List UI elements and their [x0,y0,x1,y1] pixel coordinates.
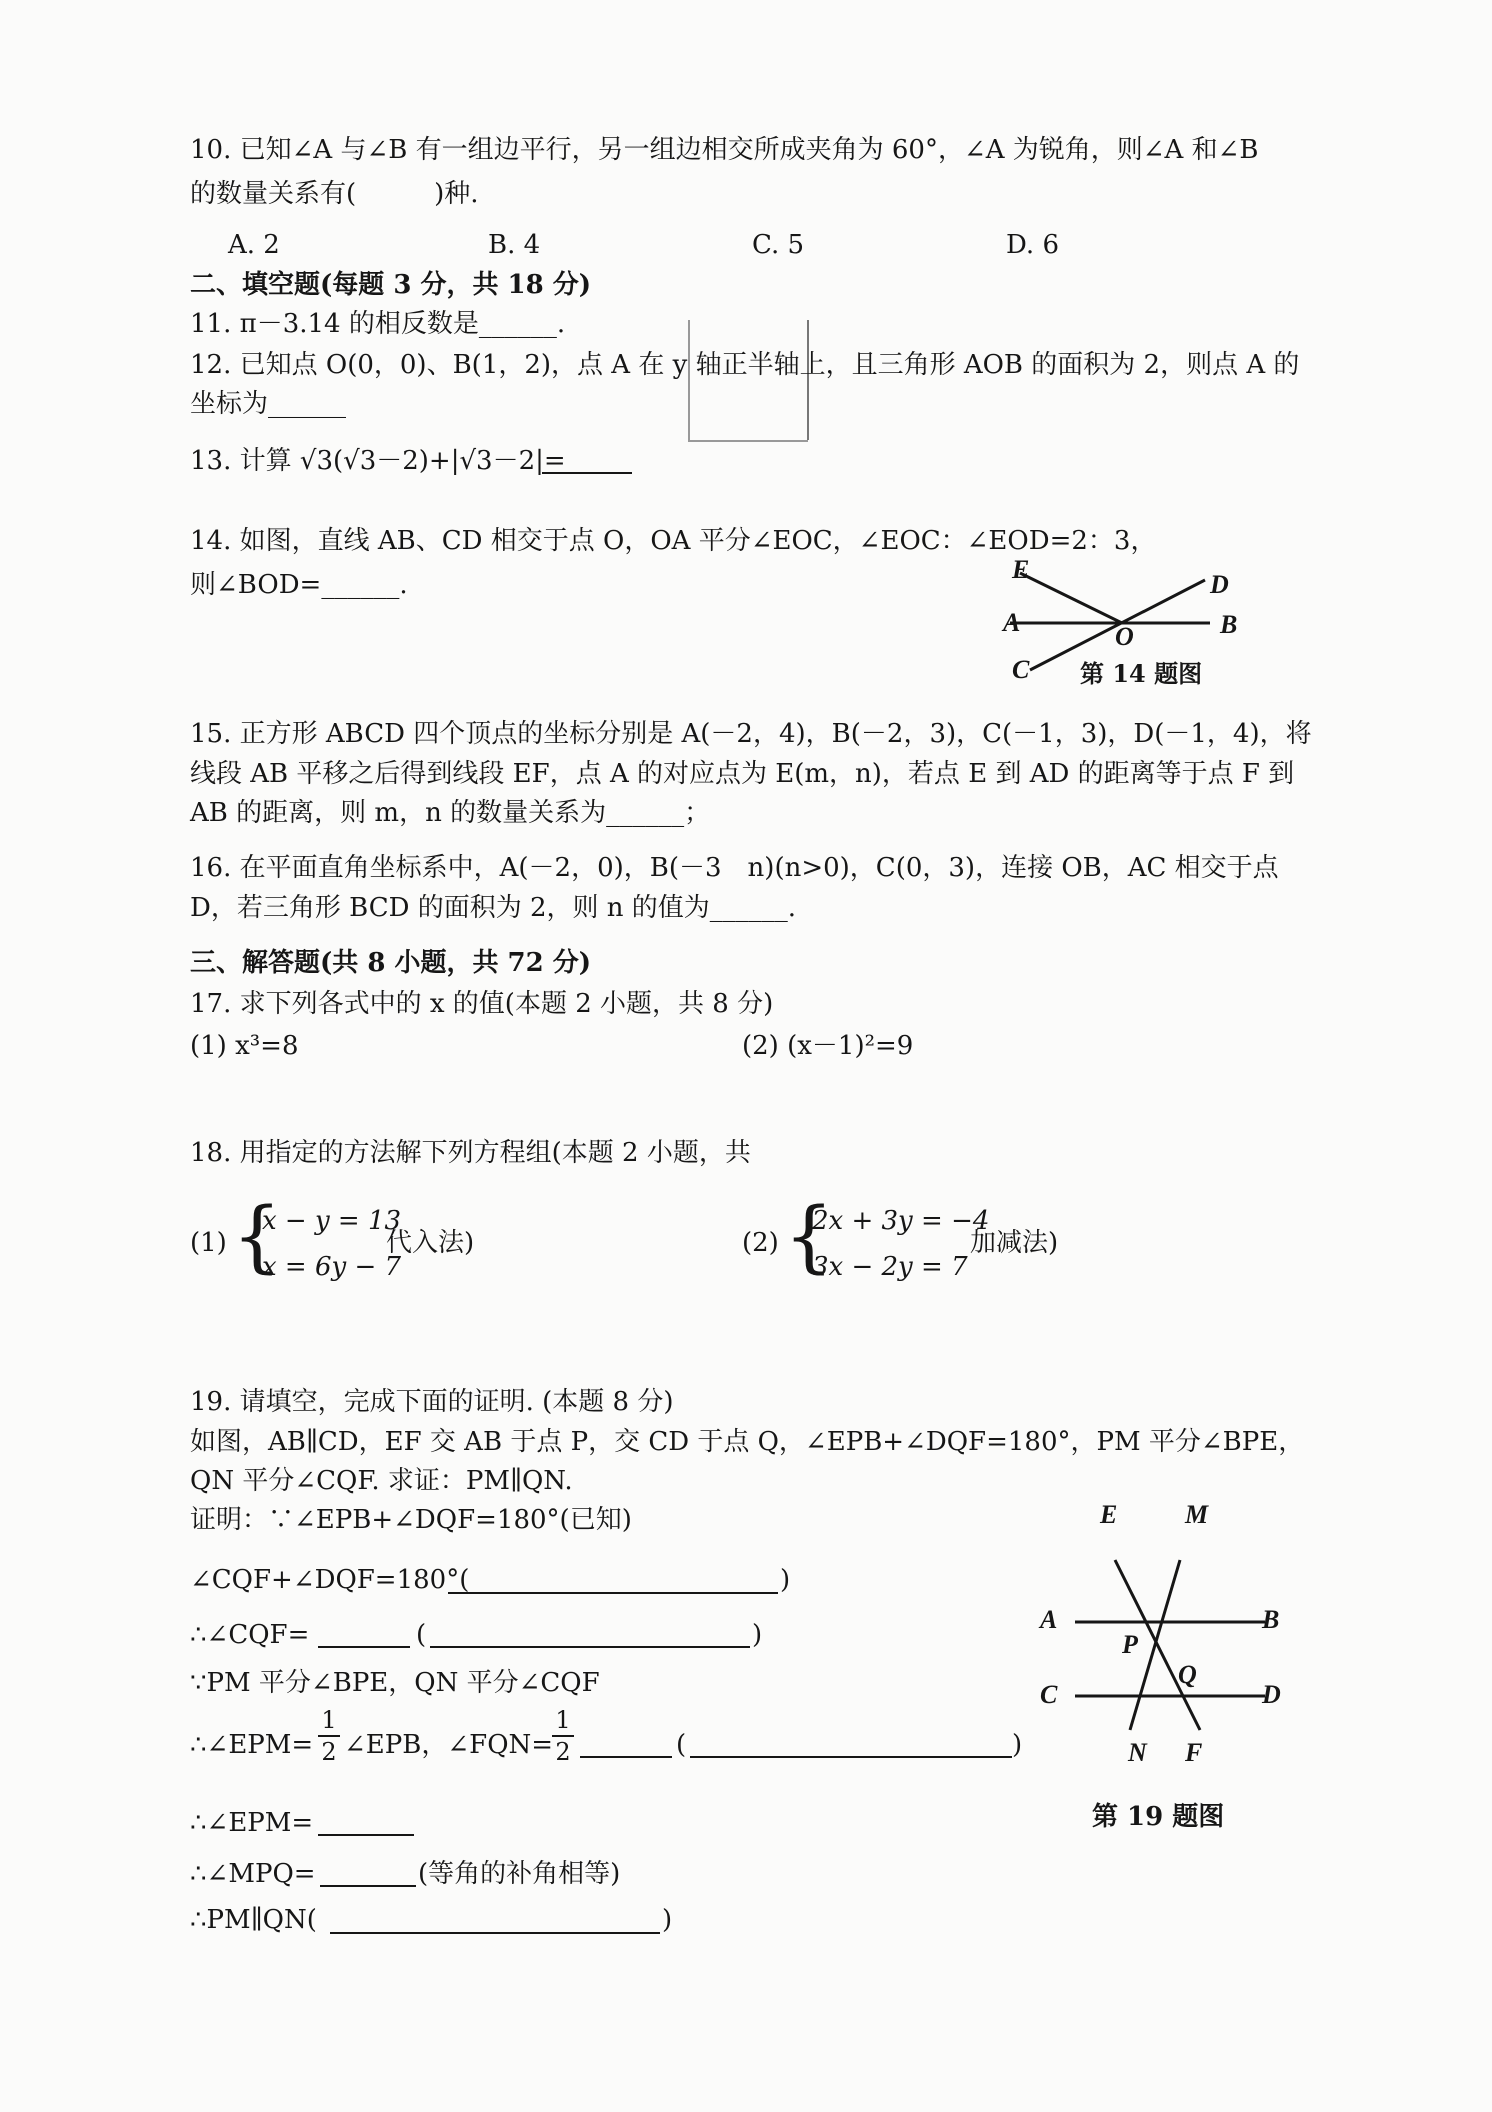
q18-p1-brace: { [232,1192,282,1282]
q18-p1-eq2: x = 6y − 7 [262,1252,402,1282]
q12-line1: 12. 已知点 O(0，0)、B(1，2)，点 A 在 y 轴正半轴上，且三角形 AOB 的面积为 2，则点 A 的 [190,350,1300,380]
q14-label-o: O [1115,622,1134,651]
q19-line7c: ( [676,1730,687,1760]
q19-blank-5a [318,1646,410,1648]
q19-fraction-half-2 [552,1706,574,1766]
q18-p2-method: 加减法) [970,1228,1059,1258]
q19-label-m: M [1185,1500,1209,1529]
q14-label-b: B [1220,610,1238,639]
q10-line2: 的数量关系有( )种. [190,179,479,209]
q19-line7a: ∴∠EPM= [190,1730,314,1760]
q19-line8: ∴∠EPM= [190,1808,314,1838]
q19-line6: ∵PM 平分∠BPE，QN 平分∠CQF [190,1668,600,1698]
q19-label-d: D [1262,1680,1281,1709]
q19-line4: ∠CQF+∠DQF=180°( [190,1565,470,1595]
q17-title: 17. 求下列各式中的 x 的值(本题 2 小题，共 8 分) [190,989,774,1019]
q19-blank-7b [690,1756,1012,1758]
q19-blank-4 [448,1592,778,1594]
q19-line7-close: ) [1012,1730,1023,1760]
q14-line1: 14. 如图，直线 AB、CD 相交于点 O，OA 平分∠EOC，∠EOC：∠EOD=2：3， [190,526,1157,556]
q19-label-c: C [1040,1680,1058,1709]
q10-option-c: C. 5 [752,230,805,260]
q19-label-a: A [1040,1605,1058,1634]
q18-p2-eq2: 3x − 2y = 7 [812,1252,968,1282]
q18-p2-number: (2) [742,1228,779,1258]
q15-line1: 15. 正方形 ABCD 四个顶点的坐标分别是 A(－2，4)，B(－2，3)，C(－1，3)，D(－1，4)，将 [190,719,1312,749]
q14-label-d: D [1210,570,1229,599]
q19-caption: 第 19 题图 [1092,1802,1225,1832]
q19-fraction-bar [552,1735,574,1737]
q19-title: 19. 请填空，完成下面的证明. (本题 8 分) [190,1387,674,1417]
q18-p2-eq1: 2x + 3y = −4 [812,1206,990,1236]
q19-label-f: F [1185,1738,1203,1767]
q19-line10-close: ) [662,1905,673,1935]
q19-line7b: ∠EPB，∠FQN= [344,1730,554,1760]
q14-caption: 第 14 题图 [1080,659,1203,688]
q19-label-q: Q [1178,1660,1197,1689]
q14-line2: 则∠BOD=______. [190,570,408,600]
q19-line1: 如图，AB∥CD，EF 交 AB 于点 P，交 CD 于点 Q，∠EPB+∠DQF=180°，PM 平分∠BPE， [190,1427,1305,1457]
q13: 13. 计算 √3(√3－2)+|√3－2|= [190,446,566,476]
q10-option-d: D. 6 [1006,230,1059,260]
q19-fraction-denominator: 2 [321,1738,337,1766]
q19-fraction-numerator: 1 [321,1706,337,1734]
q19-blank-8 [318,1834,414,1836]
q18-p1-number: (1) [190,1228,227,1258]
q19-line5a: ∴∠CQF= [190,1620,310,1650]
q19-line2: QN 平分∠CQF. 求证：PM∥QN. [190,1466,573,1496]
q10-option-b: B. 4 [488,230,541,260]
q19-label-p: P [1122,1630,1138,1659]
section-3-heading: 三、解答题(共 8 小题，共 72 分) [190,948,592,978]
q19-fraction-half-1 [318,1706,340,1766]
q19-label-n: N [1128,1738,1147,1767]
q19-fraction-bar [318,1735,340,1737]
q10-line1: 10. 已知∠A 与∠B 有一组边平行，另一组边相交所成夹角为 60°，∠A 为锐角，则∠A 和∠B [190,135,1259,165]
q18-p1-method: 代入法) [386,1228,475,1258]
q18-title: 18. 用指定的方法解下列方程组(本题 2 小题，共 [190,1138,751,1168]
q14-label-a: A [1003,608,1021,637]
q19-line10: ∴PM∥QN( [190,1905,317,1935]
q16-line2: D，若三角形 BCD 的面积为 2，则 n 的值为______. [190,893,797,923]
q12-line2: 坐标为______ [190,389,347,419]
q19-line4-close: ) [780,1565,791,1595]
q14-ray-oe [1020,573,1122,623]
q17-part2: (2) (x－1)²=9 [742,1031,914,1061]
q11: 11. π－3.14 的相反数是______. [190,309,566,339]
q17-part1: (1) x³=8 [190,1031,299,1061]
q14-label-e: E [1012,555,1030,584]
q19-blank-7a [580,1756,672,1758]
q19-line9b: (等角的补角相等) [418,1859,621,1889]
q19-fraction-numerator: 1 [555,1706,571,1734]
section-2-heading: 二、填空题(每题 3 分，共 18 分) [190,270,592,300]
q19-blank-9 [320,1885,416,1887]
q19-line5b: ( [416,1620,427,1650]
q14-label-c: C [1012,655,1030,684]
q19-label-b: B [1262,1605,1280,1634]
q15-line3: AB 的距离，则 m，n 的数量关系为______； [190,798,711,828]
q19-label-e: E [1100,1500,1118,1529]
q16-line1: 16. 在平面直角坐标系中，A(－2，0)，B(－3 n)(n>0)，C(0，3)，连接 OB，AC 相交于点 [190,853,1279,883]
q18-p1-eq1: x − y = 13 [262,1206,402,1236]
q18-p2-brace: { [784,1192,834,1282]
q19-line9a: ∴∠MPQ= [190,1859,316,1889]
q15-line2: 线段 AB 平移之后得到线段 EF，点 A 的对应点为 E(m，n)，若点 E 到 AD 的距离等于点 F 到 [190,759,1295,789]
q19-line3: 证明：∵∠EPB+∠DQF=180°(已知) [190,1505,632,1535]
q10-option-a: A. 2 [228,230,280,260]
q19-fraction-denominator: 2 [555,1738,571,1766]
q19-figure [1040,1530,1300,1750]
q19-blank-5b [430,1646,750,1648]
q19-line5-close: ) [752,1620,763,1650]
scan-box-bottom [688,440,808,442]
q13-answer-blank [542,472,632,474]
q19-blank-10 [330,1932,660,1934]
